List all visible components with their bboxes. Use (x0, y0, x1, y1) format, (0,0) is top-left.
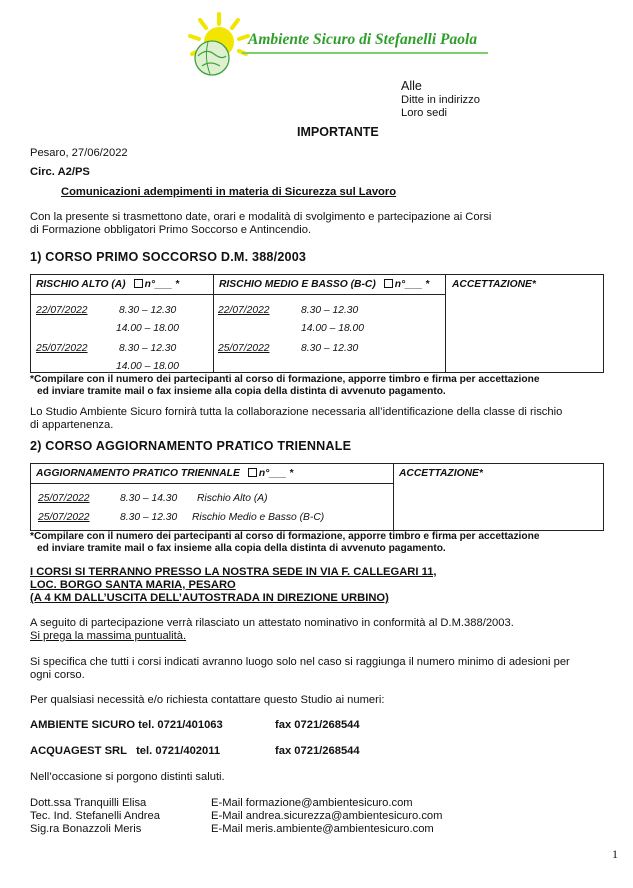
aggiornamento-table (30, 463, 604, 531)
course-time: 8.30 – 12.30 (119, 305, 177, 316)
contact-phone: AMBIENTE SICURO tel. 0721/401063 (30, 719, 223, 731)
compile-note: ed inviare tramite mail o fax insieme alla copia della distinta di avvenuto pagamento. (37, 543, 446, 554)
saluti-text: Nell’occasione si porgono distinti saluti. (30, 771, 225, 783)
signatory-email[interactable]: E-Mail formazione@ambientesicuro.com (211, 797, 413, 809)
course-description: Rischio Medio e Basso (B-C) (192, 512, 325, 523)
intro-text: di Formazione obbligatori Primo Soccorso e Antincendio. (30, 224, 312, 236)
signatory-name: Dott.ssa Tranquilli Elisa (30, 797, 147, 809)
logo-underline (242, 52, 488, 54)
course-time: 8.30 – 12.30 (119, 343, 177, 354)
contatti-intro: Per qualsiasi necessità e/o richiesta contattare questo Studio ai numeri: (30, 694, 385, 706)
location-line: I CORSI SI TERRANNO PRESSO LA NOSTRA SEDE IN VIA F. CALLEGARI 11, (30, 566, 437, 578)
signatory-email[interactable]: E-Mail andrea.sicurezza@ambientesicuro.com (211, 810, 443, 822)
course-date: 25/07/2022 (38, 493, 90, 504)
page-number: 1 (612, 847, 618, 861)
course-date: 25/07/2022 (36, 343, 88, 354)
table-header-rischio-medio: RISCHIO MEDIO E BASSO (B-C) n°___ * (219, 279, 430, 290)
logo (186, 12, 496, 78)
course-date: 22/07/2022 (218, 305, 270, 316)
compile-note: ed inviare tramite mail o fax insieme alla copia della distinta di avvenuto pagamento. (37, 386, 446, 397)
course-date: 25/07/2022 (38, 512, 90, 523)
recipient-line: Alle (401, 79, 422, 93)
primo-soccorso-table (30, 274, 604, 373)
support-text: Lo Studio Ambiente Sicuro fornirà tutta la collaborazione necessaria all’identificazione della classe di rischio (30, 406, 563, 418)
table-divider (393, 464, 394, 530)
signatory-name: Tec. Ind. Stefanelli Andrea (30, 810, 160, 822)
section-heading: 2) CORSO AGGIORNAMENTO PRATICO TRIENNALE (30, 439, 352, 453)
place-date: Pesaro, 27/06/2022 (30, 147, 128, 159)
minimo-text: ogni corso. (30, 669, 85, 681)
support-text: di appartenenza. (30, 419, 114, 431)
table-divider (213, 275, 214, 372)
sun-globe-icon (186, 12, 256, 78)
contact-fax: fax 0721/268544 (275, 745, 360, 757)
compile-note: *Compilare con il numero dei partecipanti al corso di formazione, apporre timbro e firma per accettazione (30, 531, 540, 542)
location-line: (A 4 KM DALL’USCITA DELL’AUTOSTRADA IN DIREZIONE URBINO) (30, 592, 389, 604)
minimo-text: Si specifica che tutti i corsi indicati avranno luogo solo nel caso si raggiunga il numero minimo di adesioni per (30, 656, 570, 668)
recipient-line: Ditte in indirizzo (401, 94, 480, 106)
section-heading: 1) CORSO PRIMO SOCCORSO D.M. 388/2003 (30, 250, 307, 264)
course-time: 8.30 – 12.30 (120, 512, 178, 523)
recipient-line: Loro sedi (401, 107, 448, 119)
course-date: 22/07/2022 (36, 305, 88, 316)
intro-text: Con la presente si trasmettono date, orari e modalità di svolgimento e partecipazione ai Corsi (30, 211, 492, 223)
page-title: IMPORTANTE (297, 125, 379, 139)
contact-fax: fax 0721/268544 (275, 719, 360, 731)
course-date: 25/07/2022 (218, 343, 270, 354)
puntualita-text: Si prega la massima puntualità. (30, 630, 187, 642)
table-divider (31, 294, 445, 295)
course-description: Rischio Alto (A) (197, 493, 268, 504)
table-header-accettazione: ACCETTAZIONE* (399, 468, 483, 479)
table-header-aggiornamento: AGGIORNAMENTO PRATICO TRIENNALE n°___ * (36, 468, 294, 479)
table-header-rischio-alto: RISCHIO ALTO (A) n°___ * (36, 279, 180, 290)
logo-text: Ambiente Sicuro di Stefanelli Paola (248, 31, 478, 48)
location-line: LOC. BORGO SANTA MARIA, PESARO (30, 579, 236, 591)
course-time: 14.00 – 18.00 (116, 323, 179, 334)
signatory-email[interactable]: E-Mail meris.ambiente@ambientesicuro.com (211, 823, 434, 835)
signatory-name: Sig.ra Bonazzoli Meris (30, 823, 142, 835)
course-time: 14.00 – 18.00 (116, 361, 179, 372)
course-time: 8.30 – 12.30 (301, 343, 359, 354)
circ-number: Circ. A2/PS (30, 166, 90, 178)
course-time: 8.30 – 12.30 (301, 305, 359, 316)
attestato-text: A seguito di partecipazione verrà rilasciato un attestato nominativo in conformità al D.M.388/2003. (30, 617, 514, 629)
checkbox[interactable] (248, 468, 257, 477)
contact-phone: ACQUAGEST SRL tel. 0721/402011 (30, 745, 221, 757)
course-time: 8.30 – 14.30 (120, 493, 178, 504)
table-header-accettazione: ACCETTAZIONE* (452, 279, 536, 290)
checkbox[interactable] (384, 279, 393, 288)
checkbox[interactable] (134, 279, 143, 288)
table-divider (445, 275, 446, 372)
compile-note: *Compilare con il numero dei partecipanti al corso di formazione, apporre timbro e firma per accettazione (30, 374, 540, 385)
course-time: 14.00 – 18.00 (301, 323, 364, 334)
table-divider (31, 483, 393, 484)
subject: Comunicazioni adempimenti in materia di Sicurezza sul Lavoro (61, 186, 397, 198)
